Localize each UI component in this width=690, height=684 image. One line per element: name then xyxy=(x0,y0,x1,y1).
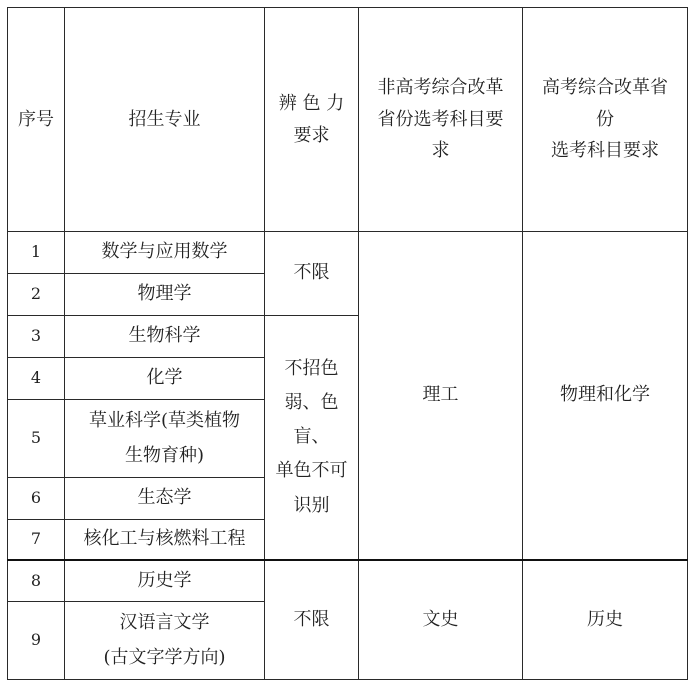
major-name: 生物科学 xyxy=(65,316,265,358)
row-number: 8 xyxy=(8,560,65,602)
major-name: 核化工与核燃料工程 xyxy=(65,520,265,560)
row-number: 3 xyxy=(8,316,65,358)
row-number: 1 xyxy=(8,232,65,274)
color-req-line-2: 弱、色盲、 xyxy=(284,391,339,448)
header-major: 招生专业 xyxy=(65,8,265,232)
header-reform-line-3: 选考科目要求 xyxy=(551,140,659,162)
header-reform xyxy=(523,8,688,232)
color-requirement: 不限 xyxy=(265,232,359,316)
color-req-line-4: 识别 xyxy=(293,494,330,516)
admission-requirements-table xyxy=(7,7,688,680)
major-name-line-2: 生物育种) xyxy=(124,444,205,466)
color-req-line-1: 不招色 xyxy=(284,357,339,379)
table-row xyxy=(8,560,688,602)
header-non-reform-line-1: 非高考综合改革 xyxy=(377,77,504,99)
non-reform-requirement: 理工 xyxy=(359,232,523,560)
major-name: 物理学 xyxy=(65,274,265,316)
major-name: 化学 xyxy=(65,358,265,400)
row-number: 7 xyxy=(8,520,65,560)
major-name-line-1: 汉语言文学 xyxy=(119,612,210,634)
major-name-line-1: 草业科学(草类植物 xyxy=(88,410,241,432)
major-name: 数学与应用数学 xyxy=(65,232,265,274)
major-name xyxy=(65,602,265,680)
header-color-line-1: 辨 色 力 xyxy=(278,93,345,114)
header-seq: 序号 xyxy=(8,8,65,232)
color-req-line-3: 单色不可 xyxy=(275,460,348,482)
color-requirement xyxy=(265,316,359,560)
row-number: 2 xyxy=(8,274,65,316)
reform-requirement: 历史 xyxy=(523,560,688,680)
major-name-line-2: (古文字学方向) xyxy=(103,646,226,668)
table-row xyxy=(8,232,688,274)
header-color-line-2: 要求 xyxy=(293,124,330,146)
header-non-reform-line-2: 省份选考科目要 xyxy=(377,108,504,130)
header-row xyxy=(8,8,688,232)
row-number: 9 xyxy=(8,602,65,680)
reform-requirement: 物理和化学 xyxy=(523,232,688,560)
header-reform-line-1: 高考综合改革省 xyxy=(542,77,668,99)
color-requirement: 不限 xyxy=(265,560,359,680)
row-number: 4 xyxy=(8,358,65,400)
header-non-reform-line-3: 求 xyxy=(431,140,450,162)
row-number: 6 xyxy=(8,478,65,520)
header-non-reform xyxy=(359,8,523,232)
major-name xyxy=(65,400,265,478)
row-number: 5 xyxy=(8,400,65,478)
header-color-vision xyxy=(265,8,359,232)
header-reform-line-2: 份 xyxy=(596,108,614,130)
non-reform-requirement: 文史 xyxy=(359,560,523,680)
major-name: 生态学 xyxy=(65,478,265,520)
major-name: 历史学 xyxy=(65,560,265,602)
